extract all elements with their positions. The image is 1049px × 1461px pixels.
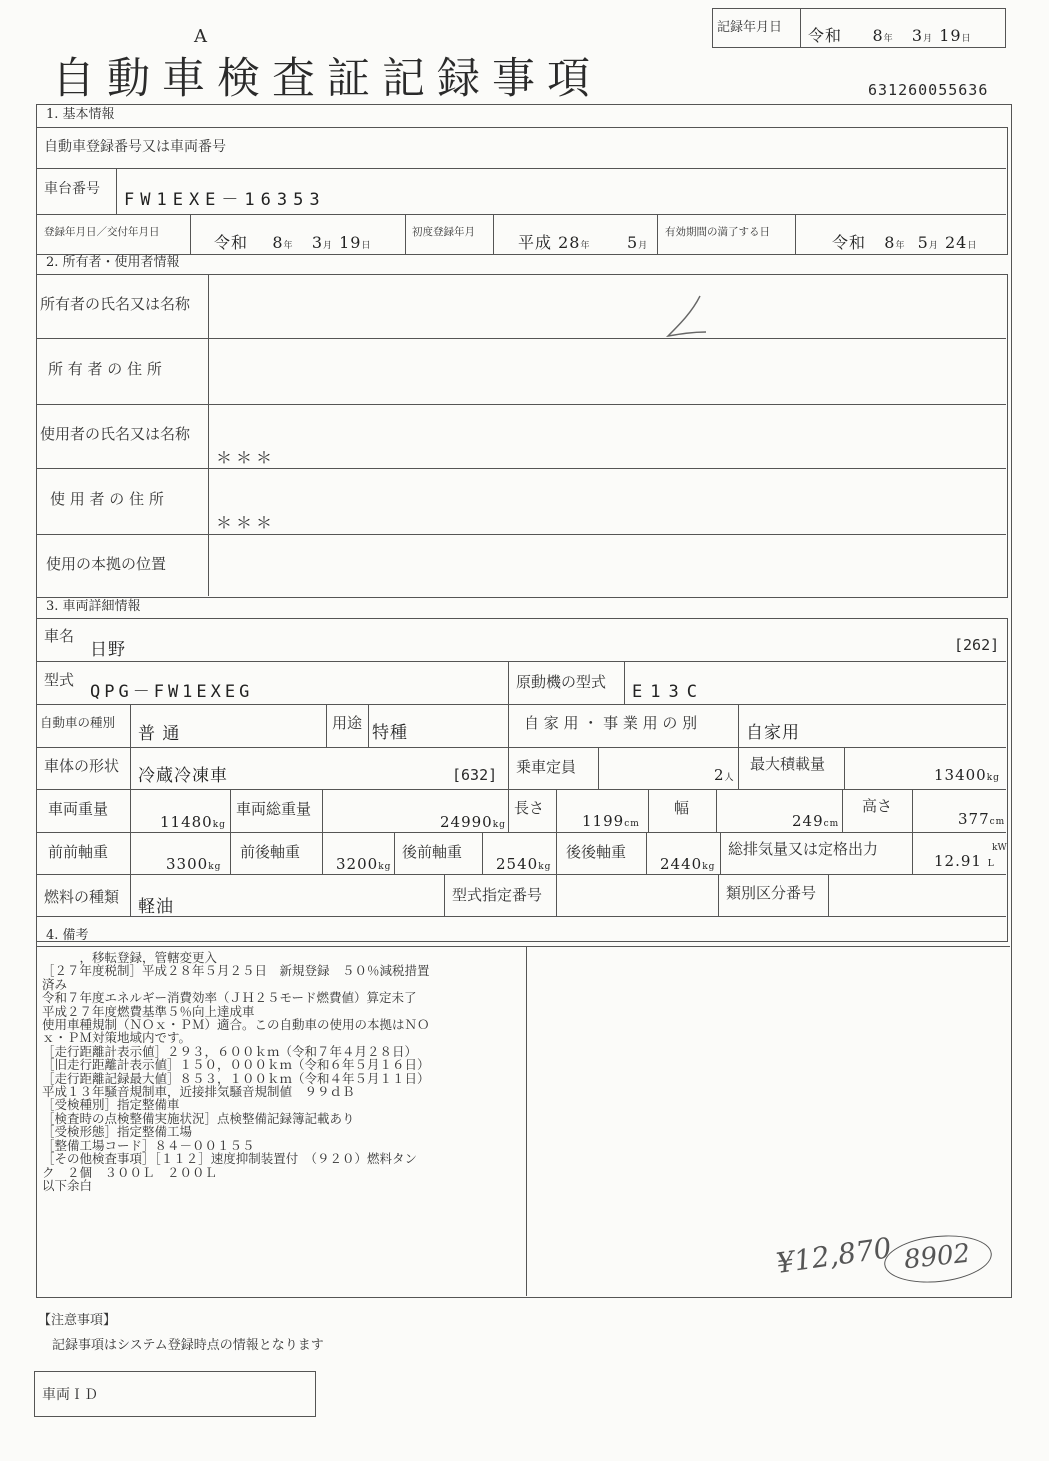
vehicle-id-label: 車両ＩＤ <box>42 1387 98 1403</box>
remark-line: 平成１３年騒音規制車，近接排気騒音規制値 ９９ｄＢ <box>42 1084 355 1100</box>
fuel-type-label: 燃料の種類 <box>44 888 120 906</box>
base-location-label: 使用の本拠の位置 <box>46 555 167 573</box>
engine-value: E13C <box>632 682 705 702</box>
remark-line: ｘ・ＰＭ対策地域内です。 <box>42 1030 192 1046</box>
displacement-unit-kw: kW <box>992 843 1007 853</box>
length-label: 長さ <box>514 799 545 817</box>
remark-line: ［検査時の点検整備実施状況］点検整備記録簿記載あり <box>42 1110 355 1126</box>
use-label: 用途 <box>332 714 363 732</box>
vehicle-weight-label: 車両重量 <box>48 800 109 818</box>
vehicle-kind-label: 自動車の種別 <box>40 715 116 730</box>
rear-front-axle-value: 2540kg <box>496 855 552 873</box>
width-label: 幅 <box>674 799 690 817</box>
remark-line: ［受検形態］指定整備工場 <box>42 1124 193 1140</box>
record-date-value: 令和 8年 3月 19日 <box>808 26 972 45</box>
expiry-value: 令和 8年 5月 24日 <box>832 233 978 252</box>
front-rear-axle-label: 前後軸重 <box>240 843 301 861</box>
vehicle-weight-value: 11480kg <box>160 813 226 831</box>
pen-mark <box>640 290 720 350</box>
document-number: 631260055636 <box>868 81 989 99</box>
user-address-label: 使 用 者 の 住 所 <box>50 490 164 508</box>
rear-rear-axle-value: 2440kg <box>660 855 716 873</box>
height-value: 377cm <box>958 810 1006 828</box>
reg-number-redacted <box>280 134 600 164</box>
section2-title: 2. 所有者・使用者情報 <box>46 255 180 270</box>
car-name-code: [262] <box>954 636 1000 654</box>
user-name-value: ＊＊＊ <box>216 448 277 467</box>
model-label: 型式 <box>44 671 75 689</box>
use-value: 特種 <box>372 723 408 743</box>
regdate-label: 登録年月日／交付年月日 <box>44 226 160 238</box>
remark-line: 平成２７年度燃費基準５％向上達成車 <box>42 1003 255 1019</box>
capacity-label: 乗車定員 <box>516 758 577 776</box>
remark-line: ク ２個 ３００Ｌ ２００Ｌ <box>42 1164 218 1180</box>
remarks-list <box>42 951 524 1192</box>
remark-line: 済み <box>42 976 68 992</box>
height-label: 高さ <box>862 797 893 815</box>
notes-title: 【注意事項】 <box>38 1313 117 1328</box>
section4-title: 4. 備考 <box>46 928 89 943</box>
user-address-value: ＊＊＊ <box>216 513 277 532</box>
firstreg-value: 平成 28年 5月 <box>518 233 649 252</box>
front-front-axle-label: 前前軸重 <box>48 843 109 861</box>
engine-label: 原動機の型式 <box>516 673 607 691</box>
page-title: 自動車検査証記録事項 <box>52 54 602 104</box>
handwritten-price: ¥12,870 <box>774 1231 894 1280</box>
gross-weight-label: 車両総重量 <box>236 800 312 818</box>
chassis-label: 車台番号 <box>44 181 100 197</box>
remark-line: ［走行距離計表示値］２９３，６００ｋｍ（令和７年４月２８日） <box>42 1043 418 1059</box>
displacement-value: 12.91 L <box>934 852 995 870</box>
vehicle-kind-value: 普 通 <box>138 724 181 744</box>
category-number-label: 類別区分番号 <box>726 884 817 902</box>
expiry-label: 有効期間の満了する日 <box>665 226 770 238</box>
car-name-label: 車名 <box>44 627 75 645</box>
private-business-label: 自 家 用 ・ 事 業 用 の 別 <box>524 714 698 732</box>
owner-name-label: 所有者の氏名又は名称 <box>40 295 191 313</box>
remark-line: ［整備工場コード］８４－００１５５ <box>42 1137 255 1153</box>
max-load-label: 最大積載量 <box>750 755 826 773</box>
section3-title: 3. 車両詳細情報 <box>46 599 141 614</box>
remark-line: 令和７年度エネルギー消費効率（ＪＨ２５モード燃費値）算定未了 <box>42 990 417 1006</box>
remark-line: ，移転登録，管轄変更入 <box>42 951 218 965</box>
owner-address-label: 所 有 者 の 住 所 <box>48 360 162 378</box>
front-front-axle-value: 3300kg <box>166 855 222 873</box>
form-letter: A <box>194 26 207 47</box>
handwritten-circle-number: 8902 <box>902 1238 972 1276</box>
rear-front-axle-label: 後前軸重 <box>402 843 463 861</box>
user-name-label: 使用者の氏名又は名称 <box>40 425 191 443</box>
body-shape-code: [632] <box>452 766 498 784</box>
section1-title: 1. 基本情報 <box>46 107 115 122</box>
car-name-value: 日野 <box>90 640 126 660</box>
private-business-value: 自家用 <box>746 723 800 743</box>
remark-line: ［その他検査事項］［１１２］速度抑制装置付 （９２０）燃料タン <box>42 1151 418 1167</box>
fuel-type-value: 軽油 <box>138 897 174 917</box>
model-designation-label: 型式指定番号 <box>452 886 543 904</box>
capacity-value: 2人 <box>714 766 735 784</box>
remark-line: ［受検種別］指定整備車 <box>42 1097 180 1113</box>
width-value: 249cm <box>792 812 840 830</box>
length-value: 1199cm <box>582 812 640 830</box>
firstreg-label: 初度登録年月 <box>412 226 475 238</box>
regdate-value: 令和 8年 3月 19日 <box>214 233 372 252</box>
model-value: QPG－FW1EXEG <box>90 682 254 702</box>
remark-line: 使用車種規制（ＮＯｘ・ＰＭ）適合。この自動車の使用の本拠はＮＯ <box>42 1017 430 1033</box>
front-rear-axle-value: 3200kg <box>336 855 392 873</box>
remark-line: ［２７年度税制］平成２８年５月２５日 新規登録 ５０％減税措置 <box>42 963 430 979</box>
remark-line: ［旧走行距離計表示値］１５０，０００ｋｍ（令和６年５月１６日） <box>42 1057 430 1073</box>
notes-text: 記録事項はシステム登録時点の情報となります <box>52 1338 324 1353</box>
gross-weight-value: 24990kg <box>440 813 506 831</box>
reg-number-label: 自動車登録番号又は車両番号 <box>44 139 226 155</box>
max-load-value: 13400kg <box>934 766 1000 784</box>
chassis-value: FW1EXE－16353 <box>124 190 326 210</box>
remark-line: 以下余白 <box>42 1177 93 1193</box>
record-date-label: 記録年月日 <box>717 20 783 35</box>
displacement-label: 総排気量又は定格出力 <box>728 840 879 858</box>
rear-rear-axle-label: 後後軸重 <box>566 843 627 861</box>
body-shape-value: 冷蔵冷凍車 <box>138 766 228 786</box>
body-shape-label: 車体の形状 <box>44 757 120 775</box>
remark-line: ［走行距離記録最大値］８５３，１００ｋｍ（令和４年５月１１日） <box>42 1070 430 1086</box>
